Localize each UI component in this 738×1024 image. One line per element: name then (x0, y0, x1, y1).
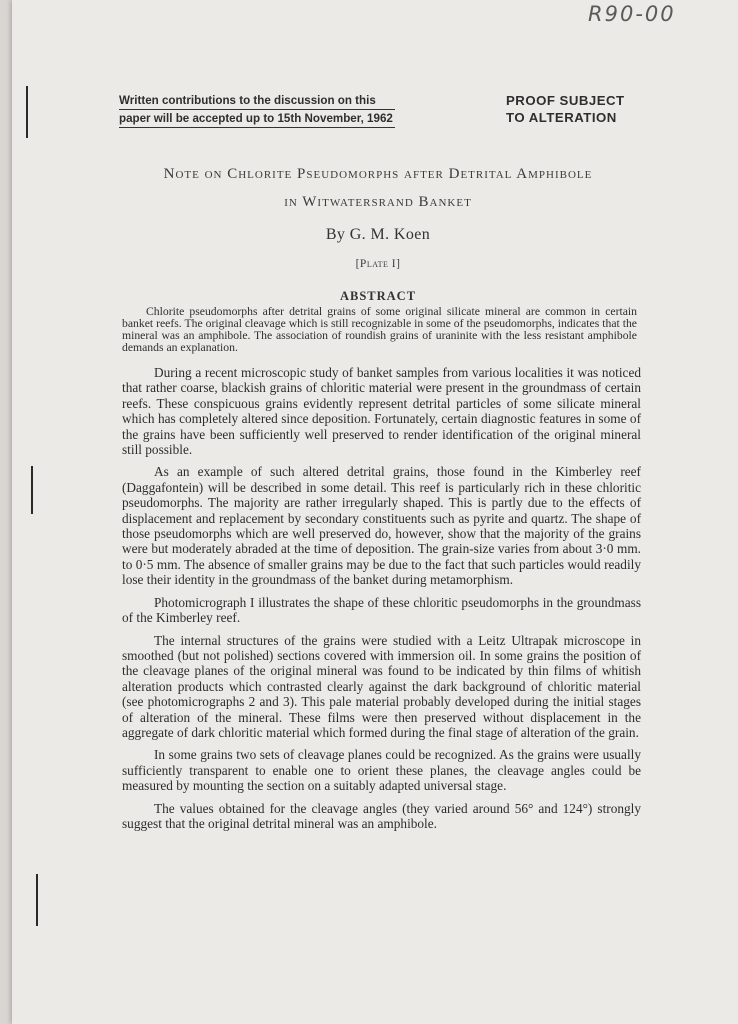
abstract-text: Chlorite pseudomorphs after detrital grains of some original silicate mineral are common in certain banket reefs. The original cleavage which is still recognizable in some of the pseudomorphs, indicates that the mineral was an amphibole. The association of roundish grains of uraninite with the less resistant amphibole demands an explanation. (122, 305, 637, 354)
handwritten-note: R90-00 (588, 2, 676, 26)
body-text (122, 365, 641, 838)
paragraph-5: In some grains two sets of cleavage planes could be recognized. As the grains were usually sufficiently transparent to enable one to orient these planes, the cleavage angles could be measured by mounting the section on a suitably adapted universal stage. (122, 747, 641, 794)
paragraph-4: The internal structures of the grains were studied with a Leitz Ultrapak microscope in smoothed (but not polished) sections covered with immersion oil. In some grains the position of the cleavage planes of the original mineral was found to be indicated by thin films of whitish alteration products which contrasted clearly against the dark background of chloritic material (see photomicrographs 2 and 3). This pale material probably developed during the initial stages of alteration of the mineral. These films were then preserved without displacement in the aggregate of dark chloritic material which formed during the final stage of alteration of the grain. (122, 632, 641, 740)
proof-line-2: TO ALTERATION (506, 110, 617, 125)
author-byline: By G. M. Koen (325, 226, 431, 243)
margin-mark-middle (31, 466, 33, 514)
notice-line-1: Written contributions to the discussion on this (119, 94, 376, 107)
paragraph-1: During a recent microscopic study of banket samples from various localities it was noticed that rather coarse, blackish grains of chloritic material were present in the groundmass of certain reefs. These conspicuous grains evidently represent detrital particles of some silicate mineral which has completely altered since deposition. Fortunately, certain diagnostic features in some of the grains have been sufficiently well preserved to render identification of the original mineral still possible. (122, 365, 641, 458)
notice-line-2: paper will be accepted up to 15th November, 1962 (119, 109, 395, 128)
proof-notice (506, 92, 625, 126)
title-line-2: in Witwatersrand Banket (284, 194, 472, 210)
margin-mark-top (26, 86, 28, 138)
abstract-heading: ABSTRACT (339, 289, 417, 303)
paragraph-2: As an example of such altered detrital grains, those found in the Kimberley reef (Daggafontein) will be described in some detail. This reef is particularly rich in these chloritic pseudomorphs. The majority are rather irregularly shaped. This is partly due to the effects of displacement and replacement by secondary constituents such as pyrite and quartz. The shape of those pseudomorphs which are well preserved do, however, show that the majority of the grains were but moderately abraded at the time of deposition. The grain-size varies from about 3·0 mm. to 0·5 mm. The absence of smaller grains may be due to the fact that such particles would readily lose their identity in the groundmass of the banket during metamorphism. (122, 464, 641, 588)
title-line-1: Note on Chlorite Pseudomorphs after Detrital Amphibole (163, 166, 593, 182)
paper-title (100, 160, 656, 216)
plate-reference: [Plate I] (355, 258, 401, 270)
margin-mark-bottom (36, 874, 38, 926)
discussion-notice (119, 92, 395, 128)
paragraph-6: The values obtained for the cleavage angles (they varied around 56° and 124°) strongly suggest that the original detrital mineral was an amphibole. (122, 800, 641, 831)
paragraph-3: Photomicrograph I illustrates the shape of these chloritic pseudomorphs in the groundmass of the Kimberley reef. (122, 594, 641, 626)
proof-line-1: PROOF SUBJECT (506, 93, 625, 108)
